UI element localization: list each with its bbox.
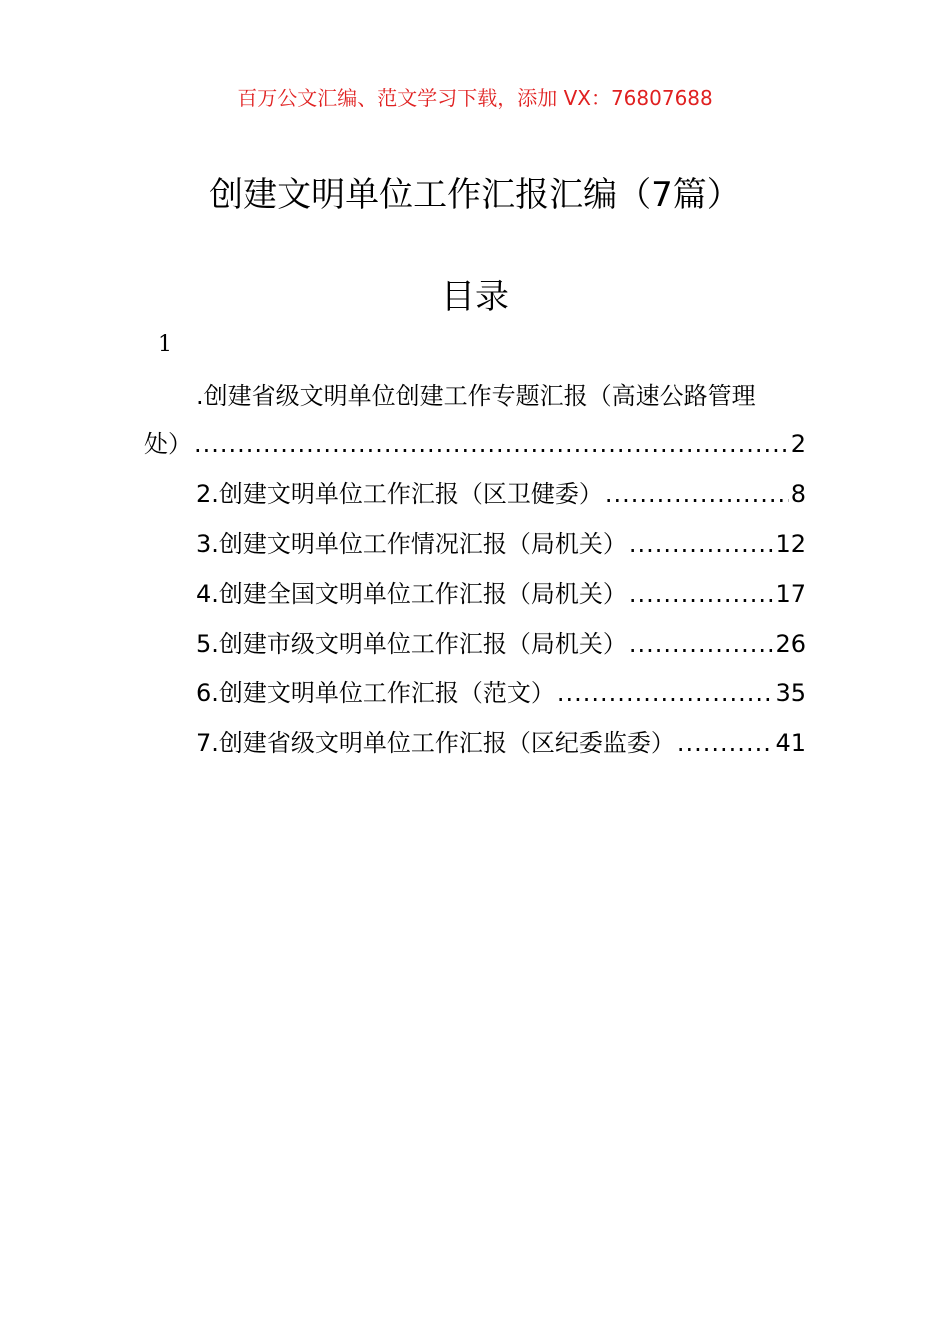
toc-entry-6[interactable] (196, 676, 806, 710)
toc-entry-5[interactable] (196, 627, 806, 661)
toc-entry-1-line1[interactable]: .创建省级文明单位创建工作专题汇报（高速公路管理 (196, 382, 756, 410)
toc-entry-text: 2.创建文明单位工作汇报（区卫健委） (196, 480, 603, 508)
toc-page-number: 41 (775, 729, 806, 757)
toc-entry-3[interactable] (196, 527, 806, 561)
toc-dot-leader (194, 427, 789, 461)
toc-heading: 目录 (441, 277, 509, 317)
toc-page-number: 26 (775, 630, 806, 658)
toc-dot-leader (629, 527, 774, 561)
toc-entry-1-line2[interactable] (144, 427, 806, 461)
toc-dot-leader (677, 726, 774, 760)
toc-entry-text: 处） (144, 430, 192, 458)
toc-entry-text: 6.创建文明单位工作汇报（范文） (196, 679, 555, 707)
toc-number: 1 (158, 332, 172, 357)
toc-dot-leader (557, 676, 774, 710)
header-note: 百万公文汇编、范文学习下载，添加 VX：76807688 (237, 86, 713, 110)
document-title: 创建文明单位工作汇报汇编（7篇） (209, 175, 741, 215)
toc-page-number: 17 (775, 580, 806, 608)
toc-entry-text: 5.创建市级文明单位工作汇报（局机关） (196, 630, 627, 658)
toc-entry-text: 7.创建省级文明单位工作汇报（区纪委监委） (196, 729, 675, 757)
toc-dot-leader (605, 477, 789, 511)
toc-entry-7[interactable] (196, 726, 806, 760)
toc-entry-2[interactable] (196, 477, 806, 511)
toc-page-number: 2 (790, 430, 806, 458)
toc-dot-leader (629, 577, 774, 611)
toc-dot-leader (629, 627, 774, 661)
toc-entry-4[interactable] (196, 577, 806, 611)
toc-page-number: 35 (775, 679, 806, 707)
toc-entry-text: 3.创建文明单位工作情况汇报（局机关） (196, 530, 627, 558)
toc-page-number: 8 (790, 480, 806, 508)
toc-page-number: 12 (775, 530, 806, 558)
toc-entry-text: 4.创建全国文明单位工作汇报（局机关） (196, 580, 627, 608)
